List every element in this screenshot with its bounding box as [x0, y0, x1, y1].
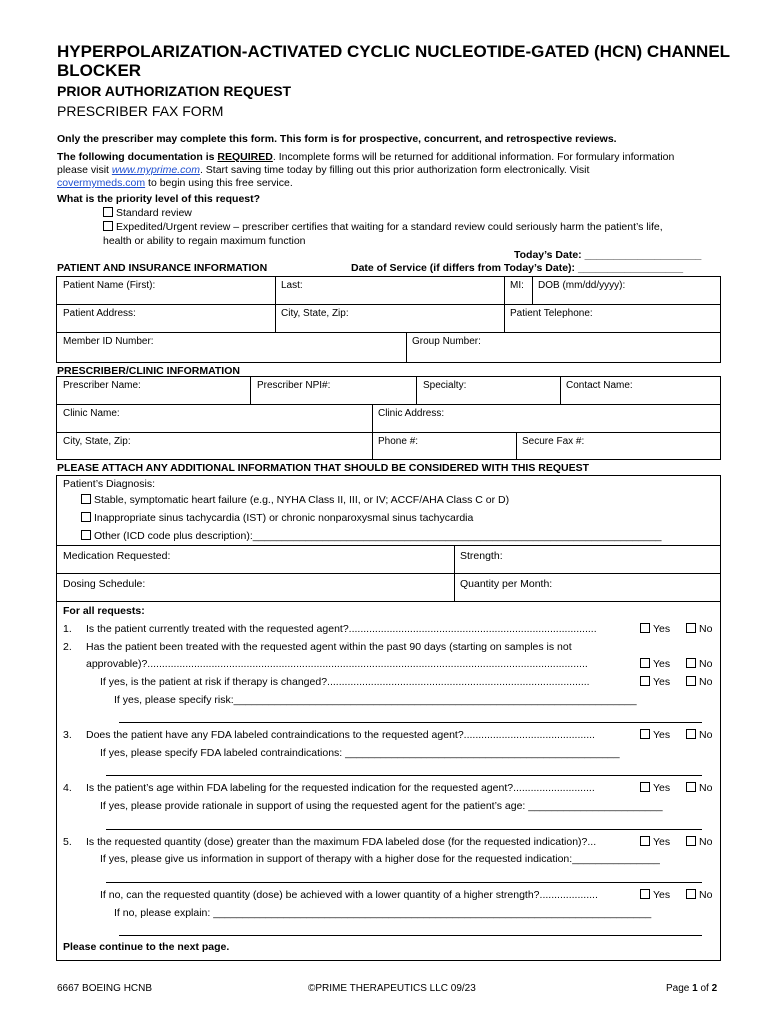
member-id-field[interactable]: Member ID Number: [63, 336, 154, 347]
q4-rationale-field[interactable]: If yes, please provide rationale in support of using the requested agent for the patient’s age: _______________________ [100, 800, 663, 812]
q4-no-checkbox[interactable] [686, 782, 696, 792]
patient-telephone-field[interactable]: Patient Telephone: [510, 308, 593, 319]
page-label: Page [666, 983, 693, 994]
q1-yes-label: Yes [653, 623, 671, 635]
q2-yes-checkbox[interactable] [640, 658, 650, 668]
q2-risk-yes-label: Yes [653, 676, 671, 688]
q2-text-b: approvable)?....................................................................................................................................................... [86, 658, 588, 670]
q2-number: 2. [63, 641, 72, 653]
clinic-address-field[interactable]: Clinic Address: [378, 408, 445, 419]
q5-lower-no-label: No [699, 889, 713, 901]
prescriber-section-heading: PRESCRIBER/CLINIC INFORMATION [57, 365, 240, 377]
secure-fax-field[interactable]: Secure Fax #: [522, 436, 585, 447]
medication-requested-field[interactable]: Medication Requested: [63, 550, 171, 562]
req-required: REQUIRED [217, 151, 273, 163]
patient-section-heading: PATIENT AND INSURANCE INFORMATION [57, 262, 268, 274]
q3-no-option[interactable] [686, 729, 712, 741]
q5-number: 5. [63, 836, 72, 848]
dx-heart-failure-label: Stable, symptomatic heart failure (e.g., NYHA Class II, III, or IV; ACCF/AHA Class C or D) [94, 494, 510, 506]
prescriber-name-field[interactable]: Prescriber Name: [63, 380, 141, 391]
q1-text: Is the patient currently treated with the requested agent?..................................................................................... [86, 623, 597, 635]
q3-number: 3. [63, 729, 72, 741]
q5-line-2[interactable] [119, 935, 702, 936]
strength-field[interactable]: Strength: [460, 550, 503, 562]
patient-mi-field[interactable]: MI: [510, 280, 524, 291]
q5-lower-no-option[interactable] [686, 889, 712, 901]
q2-yes-label: Yes [653, 658, 671, 670]
q1-yes-checkbox[interactable] [640, 623, 650, 633]
q4-number: 4. [63, 782, 72, 794]
q5-text: Is the requested quantity (dose) greater than the maximum FDA labeled dose (for the requested indication)?... [86, 836, 597, 848]
req-text-d: please visit [57, 164, 112, 176]
q2-risk-specify-field[interactable]: If yes, please specify risk:_____________________________________________________________________ [114, 694, 637, 706]
q2-risk-yes-option[interactable] [640, 676, 670, 688]
q4-yes-label: Yes [653, 782, 671, 794]
expedited-review-checkbox[interactable] [103, 221, 113, 231]
q1-no-option[interactable] [686, 623, 712, 635]
form-type: PRESCRIBER FAX FORM [57, 103, 224, 119]
patient-address-field[interactable]: Patient Address: [63, 308, 136, 319]
q5-no-label: No [699, 836, 713, 848]
req-text-e: . Start saving time today by filling out this prior authorization form electronically. Visit [199, 164, 590, 176]
q5-explain-field[interactable]: If no, please explain: ___________________________________________________________________________ [114, 907, 652, 919]
q1-number: 1. [63, 623, 72, 635]
dx-other-checkbox[interactable] [81, 530, 91, 540]
q5-higher-dose-field[interactable]: If yes, please give us information in support of therapy with a higher dose for the requested indication:_______________ [100, 853, 660, 865]
q5-lower-quantity-question: If no, can the requested quantity (dose) be achieved with a lower quantity of a higher strength?.................... [100, 889, 598, 901]
patient-last-name-field[interactable]: Last: [281, 280, 303, 291]
q5-yes-checkbox[interactable] [640, 836, 650, 846]
prescriber-npi-field[interactable]: Prescriber NPI#: [257, 380, 331, 391]
q2-yes-option[interactable] [640, 658, 670, 670]
continue-note: Please continue to the next page. [63, 941, 230, 953]
footer-copyright: ©PRIME THERAPEUTICS LLC 09/23 [308, 983, 476, 994]
for-all-requests-heading: For all requests: [63, 605, 145, 617]
attach-section-heading: PLEASE ATTACH ANY ADDITIONAL INFORMATION THAT SHOULD BE CONSIDERED WITH THIS REQUEST [57, 462, 589, 474]
dx-other-option[interactable] [81, 530, 662, 542]
q3-yes-option[interactable] [640, 729, 670, 741]
q4-line[interactable] [106, 829, 702, 830]
q2-risk-no-label: No [699, 676, 713, 688]
q2-risk-no-checkbox[interactable] [686, 676, 696, 686]
q2-text-a: Has the patient been treated with the requested agent within the past 90 days (starting on samples is not [86, 641, 572, 653]
q2-no-option[interactable] [686, 658, 712, 670]
dx-heart-failure-option[interactable] [81, 494, 509, 506]
q5-lower-yes-checkbox[interactable] [640, 889, 650, 899]
q4-text: Is the patient’s age within FDA labeling for the requested indication for the requested agent?............................ [86, 782, 595, 794]
q2-risk-line[interactable] [119, 722, 702, 723]
q3-yes-checkbox[interactable] [640, 729, 650, 739]
dosing-schedule-field[interactable]: Dosing Schedule: [63, 578, 146, 590]
dx-heart-failure-checkbox[interactable] [81, 494, 91, 504]
todays-date-field[interactable]: Today’s Date: ____________________ [514, 249, 702, 261]
q4-yes-checkbox[interactable] [640, 782, 650, 792]
dx-other-label: Other (ICD code plus description):______________________________________________________________________ [94, 530, 662, 542]
clinic-name-field[interactable]: Clinic Name: [63, 408, 120, 419]
q3-no-label: No [699, 729, 713, 741]
page-of-label: of [697, 983, 712, 994]
req-text-f: to begin using this free service. [145, 177, 293, 189]
standard-review-option[interactable] [103, 207, 192, 219]
standard-review-label: Standard review [116, 207, 192, 219]
prescriber-notice: Only the prescriber may complete this form. This form is for prospective, concurrent, and retrospective reviews. [57, 133, 617, 145]
quantity-per-month-field[interactable]: Quantity per Month: [460, 578, 553, 590]
date-of-service-field[interactable]: Date of Service (if differs from Today’s Date): __________________ [351, 262, 684, 274]
dx-ist-checkbox[interactable] [81, 512, 91, 522]
covermymeds-link[interactable]: covermymeds.com [57, 177, 146, 189]
q5-line-1[interactable] [106, 882, 702, 883]
page-total: 2 [711, 983, 718, 994]
q5-lower-no-checkbox[interactable] [686, 889, 696, 899]
q5-no-option[interactable] [686, 836, 712, 848]
q3-yes-label: Yes [653, 729, 671, 741]
expedited-review-option[interactable] [103, 221, 663, 233]
q5-no-checkbox[interactable] [686, 836, 696, 846]
q3-line[interactable] [106, 775, 702, 776]
patient-dob-field[interactable]: DOB (mm/dd/yyyy): [538, 280, 626, 291]
q3-text: Does the patient have any FDA labeled contraindications to the requested agent?............................................. [86, 729, 595, 741]
patient-first-name-field[interactable]: Patient Name (First): [63, 280, 156, 291]
clinic-city-field[interactable]: City, State, Zip: [63, 436, 131, 447]
q1-yes-option[interactable] [640, 623, 670, 635]
group-number-field[interactable]: Group Number: [412, 336, 481, 347]
contact-name-field[interactable]: Contact Name: [566, 380, 633, 391]
diagnosis-label: Patient’s Diagnosis: [63, 478, 156, 490]
expedited-review-label: Expedited/Urgent review – prescriber certifies that waiting for a standard review could seriously harm the patient’s life, [116, 221, 663, 233]
form-title: HYPERPOLARIZATION-ACTIVATED CYCLIC NUCLEOTIDE-GATED (HCN) CHANNEL BLOCKER [57, 42, 730, 80]
form-subtitle: PRIOR AUTHORIZATION REQUEST [57, 83, 292, 99]
q5-yes-label: Yes [653, 836, 671, 848]
q2-no-checkbox[interactable] [686, 658, 696, 668]
q2-no-label: No [699, 658, 713, 670]
footer-form-code: 6667 BOEING HCNB [57, 983, 153, 994]
q1-no-label: No [699, 623, 713, 635]
q5-yes-option[interactable] [640, 836, 670, 848]
priority-question: What is the priority level of this request? [57, 193, 261, 205]
page-current: 1 [692, 983, 698, 994]
q4-no-label: No [699, 782, 713, 794]
req-text-a: The following documentation is [57, 151, 218, 163]
q2-risk-question: If yes, is the patient at risk if therapy is changed?.......................................................................................... [100, 676, 590, 688]
q3-no-checkbox[interactable] [686, 729, 696, 739]
q5-lower-yes-label: Yes [653, 889, 671, 901]
expedited-review-label-2: health or ability to regain maximum function [103, 235, 306, 247]
q5-lower-yes-option[interactable] [640, 889, 670, 901]
clinic-phone-field[interactable]: Phone #: [378, 436, 419, 447]
q3-contraindications-field[interactable]: If yes, please specify FDA labeled contraindications: _______________________________________________ [100, 747, 620, 759]
q2-risk-yes-checkbox[interactable] [640, 676, 650, 686]
specialty-field[interactable]: Specialty: [423, 380, 467, 391]
myprime-link[interactable]: www.myprime.com [111, 164, 200, 176]
q4-yes-option[interactable] [640, 782, 670, 794]
patient-city-field[interactable]: City, State, Zip: [281, 308, 349, 319]
req-text-c: . Incomplete forms will be returned for additional information. For formulary information [272, 151, 675, 163]
footer-page-number [666, 983, 717, 994]
q1-no-checkbox[interactable] [686, 623, 696, 633]
dx-ist-option[interactable] [81, 512, 473, 524]
q2-risk-no-option[interactable] [686, 676, 712, 688]
documentation-notice [57, 151, 737, 190]
q4-no-option[interactable] [686, 782, 712, 794]
dx-ist-label: Inappropriate sinus tachycardia (IST) or chronic nonparoxysmal sinus tachycardia [94, 512, 474, 524]
standard-review-checkbox[interactable] [103, 207, 113, 217]
